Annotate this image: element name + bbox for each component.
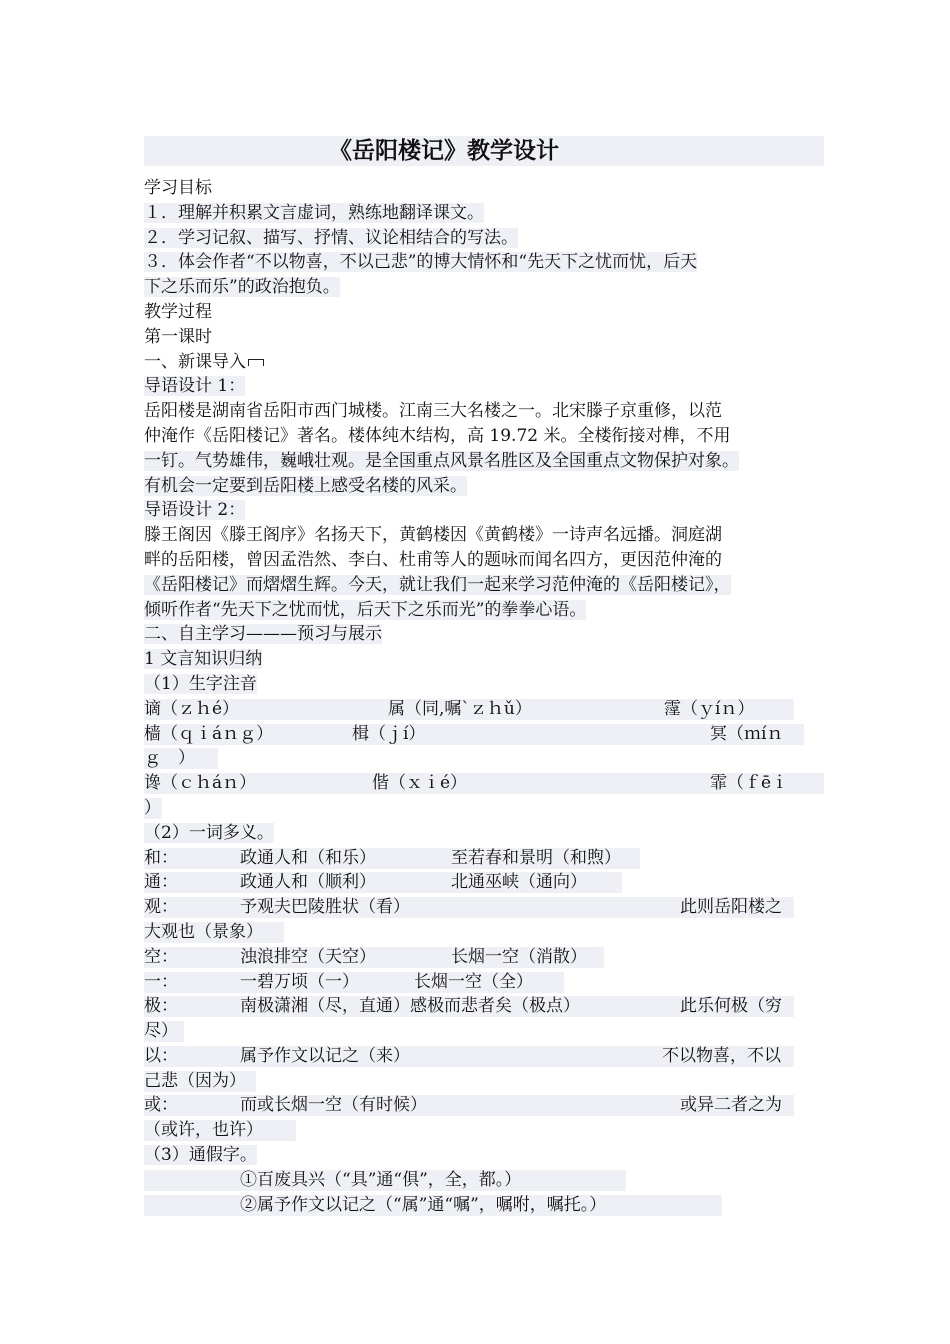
tongjia-item: ②属予作文以记之（“属”通“嘱”，嘱咐，嘱托。） [240, 1194, 607, 1215]
polysemy-word: 或： [144, 1095, 178, 1116]
polysemy-example: 大观也（景象） [144, 921, 263, 942]
polysemy-row [144, 945, 824, 970]
objective-item: 下之乐而乐”的政治抱负。 [144, 277, 340, 298]
polysemy-example: 尽） [144, 1021, 178, 1042]
polysemy-example: 政通人和（顺利） [240, 872, 376, 893]
polysemy-word: 以： [144, 1045, 178, 1066]
polysemy-example: 己悲（因为） [144, 1070, 246, 1091]
pinyin-cell: ｇ ） [144, 748, 195, 769]
polysemy-example: 此则岳阳楼之 [680, 897, 782, 918]
intro2-line: 《岳阳楼记》而熠熠生辉。今天，就让我们一起来学习范仲淹的《岳阳楼记》， [144, 574, 731, 595]
polysemy-example: 不以物喜，不以 [662, 1045, 781, 1066]
intro2-line: 滕王阁因《滕王阁序》名扬天下，黄鹤楼因《黄鹤楼》一诗声名远播。洞庭湖 [144, 525, 722, 546]
polysemy-word: 空： [144, 946, 178, 967]
polysemy-example: 长烟一空（全） [414, 971, 533, 992]
polysemy-word: 和： [144, 847, 178, 868]
section-heading: 二、自主学习———预习与展示 [144, 624, 382, 645]
polysemy-example: 南极潇湘（尽，直通）感极而悲者矣（极点） [240, 996, 580, 1017]
subsection-heading: （1）生字注音 [144, 673, 257, 694]
tongjia-item: ①百废具兴（“具”通“俱”，全，都。） [240, 1169, 522, 1190]
intro2-line: 倾听作者“先天下之忧而忧，后天下之乐而光”的拳拳心语。 [144, 599, 587, 620]
polysemy-row-cont [144, 1118, 824, 1143]
polysemy-example: 而或长烟一空（有时候） [240, 1095, 427, 1116]
pinyin-cell: 霪（ｙíｎ） [664, 698, 755, 719]
pinyin-cell: 樯（ｑｉáｎｇ） [144, 723, 274, 744]
pinyin-cell: 偕（ｘｉé） [372, 773, 468, 794]
pinyin-row [144, 771, 824, 796]
objectives-heading: 学习目标 [144, 178, 212, 198]
polysemy-example: 此乐何极（穷 [680, 996, 782, 1017]
subsection-heading: （2）一词多义。 [144, 822, 274, 843]
polysemy-row [144, 1093, 824, 1118]
objective-item: ３．体会作者“不以物喜，不以己悲”的博大情怀和“先天下之忧而忧，后天 [144, 252, 698, 273]
intro2-heading: 导语设计 2： [144, 500, 246, 521]
subsection-heading: （3）通假字。 [144, 1145, 257, 1166]
pinyin-row [144, 697, 824, 722]
polysemy-example: 政通人和（和乐） [240, 847, 376, 868]
polysemy-word: 极： [144, 996, 178, 1017]
title-row [144, 136, 824, 166]
polysemy-row [144, 895, 824, 920]
subsection-heading: 1 文言知识归纳 [144, 649, 263, 670]
polysemy-row [144, 870, 824, 895]
process-heading: 教学过程 [144, 301, 212, 322]
polysemy-word: 通： [144, 872, 178, 893]
pinyin-cell: 霏（ｆēｉ [710, 773, 789, 794]
polysemy-example: 或异二者之为 [680, 1095, 782, 1116]
polysemy-row-cont [144, 1069, 824, 1094]
pinyin-cell: 冥（ｍíｎ [710, 723, 784, 744]
document-body [144, 136, 824, 1217]
pinyin-cell: 谗（ｃｈáｎ） [144, 773, 257, 794]
polysemy-example: 北通巫峡（通向） [451, 872, 587, 893]
text-cursor-icon [248, 359, 264, 366]
polysemy-row [144, 1044, 824, 1069]
polysemy-word: 观： [144, 897, 178, 918]
polysemy-row [144, 846, 824, 871]
pinyin-row-cont [144, 746, 824, 771]
objective-item: １．理解并积累文言虚词，熟练地翻译课文。 [144, 202, 484, 223]
pinyin-row-cont [144, 796, 824, 821]
intro1-line: 岳阳楼是湖南省岳阳市西门城楼。江南三大名楼之一。北宋滕子京重修，以范 [144, 401, 722, 422]
objective-item: ２．学习记叙、描写、抒情、议论相结合的写法。 [144, 227, 518, 248]
polysemy-example: （或许，也许） [144, 1120, 263, 1141]
page-title: 《岳阳楼记》教学设计 [329, 137, 559, 164]
lesson-heading: 第一课时 [144, 326, 212, 347]
intro1-line: 有机会一定要到岳阳楼上感受名楼的风采。 [144, 475, 467, 496]
polysemy-example: 长烟一空（消散） [451, 946, 587, 967]
polysemy-example: 至若春和景明（和煦） [451, 847, 621, 868]
tongjia-row [144, 1168, 824, 1193]
pinyin-cell: 属（同,嘱ˋｚｈǔ） [388, 698, 532, 719]
pinyin-row [144, 722, 824, 747]
pinyin-cell: 谪（ｚｈé） [144, 698, 240, 719]
pinyin-cell: ） [144, 797, 161, 818]
intro1-line: 一钉。气势雄伟，巍峨壮观。是全国重点风景名胜区及全国重点文物保护对象。 [144, 450, 739, 471]
polysemy-example: 属予作文以记之（来） [240, 1045, 410, 1066]
polysemy-row-cont [144, 1019, 824, 1044]
intro1-heading: 导语设计 1： [144, 376, 246, 397]
pinyin-cell: 楫（ｊí） [352, 723, 426, 744]
polysemy-row [144, 970, 824, 995]
polysemy-example: 浊浪排空（天空） [240, 946, 376, 967]
polysemy-example: 予观夫巴陵胜状（看） [240, 897, 410, 918]
polysemy-row [144, 994, 824, 1019]
intro1-line: 仲淹作《岳阳楼记》著名。楼体纯木结构，高 19.72 米。全楼衔接对榫，不用 [144, 425, 731, 446]
polysemy-word: 一： [144, 971, 178, 992]
polysemy-row-cont [144, 920, 824, 945]
tongjia-row [144, 1193, 824, 1218]
section-heading: 一、新课导入 [144, 351, 246, 372]
polysemy-example: 一碧万顷（一） [240, 971, 359, 992]
intro2-line: 畔的岳阳楼，曾因孟浩然、李白、杜甫等人的题咏而闻名四方，更因范仲淹的 [144, 549, 722, 570]
